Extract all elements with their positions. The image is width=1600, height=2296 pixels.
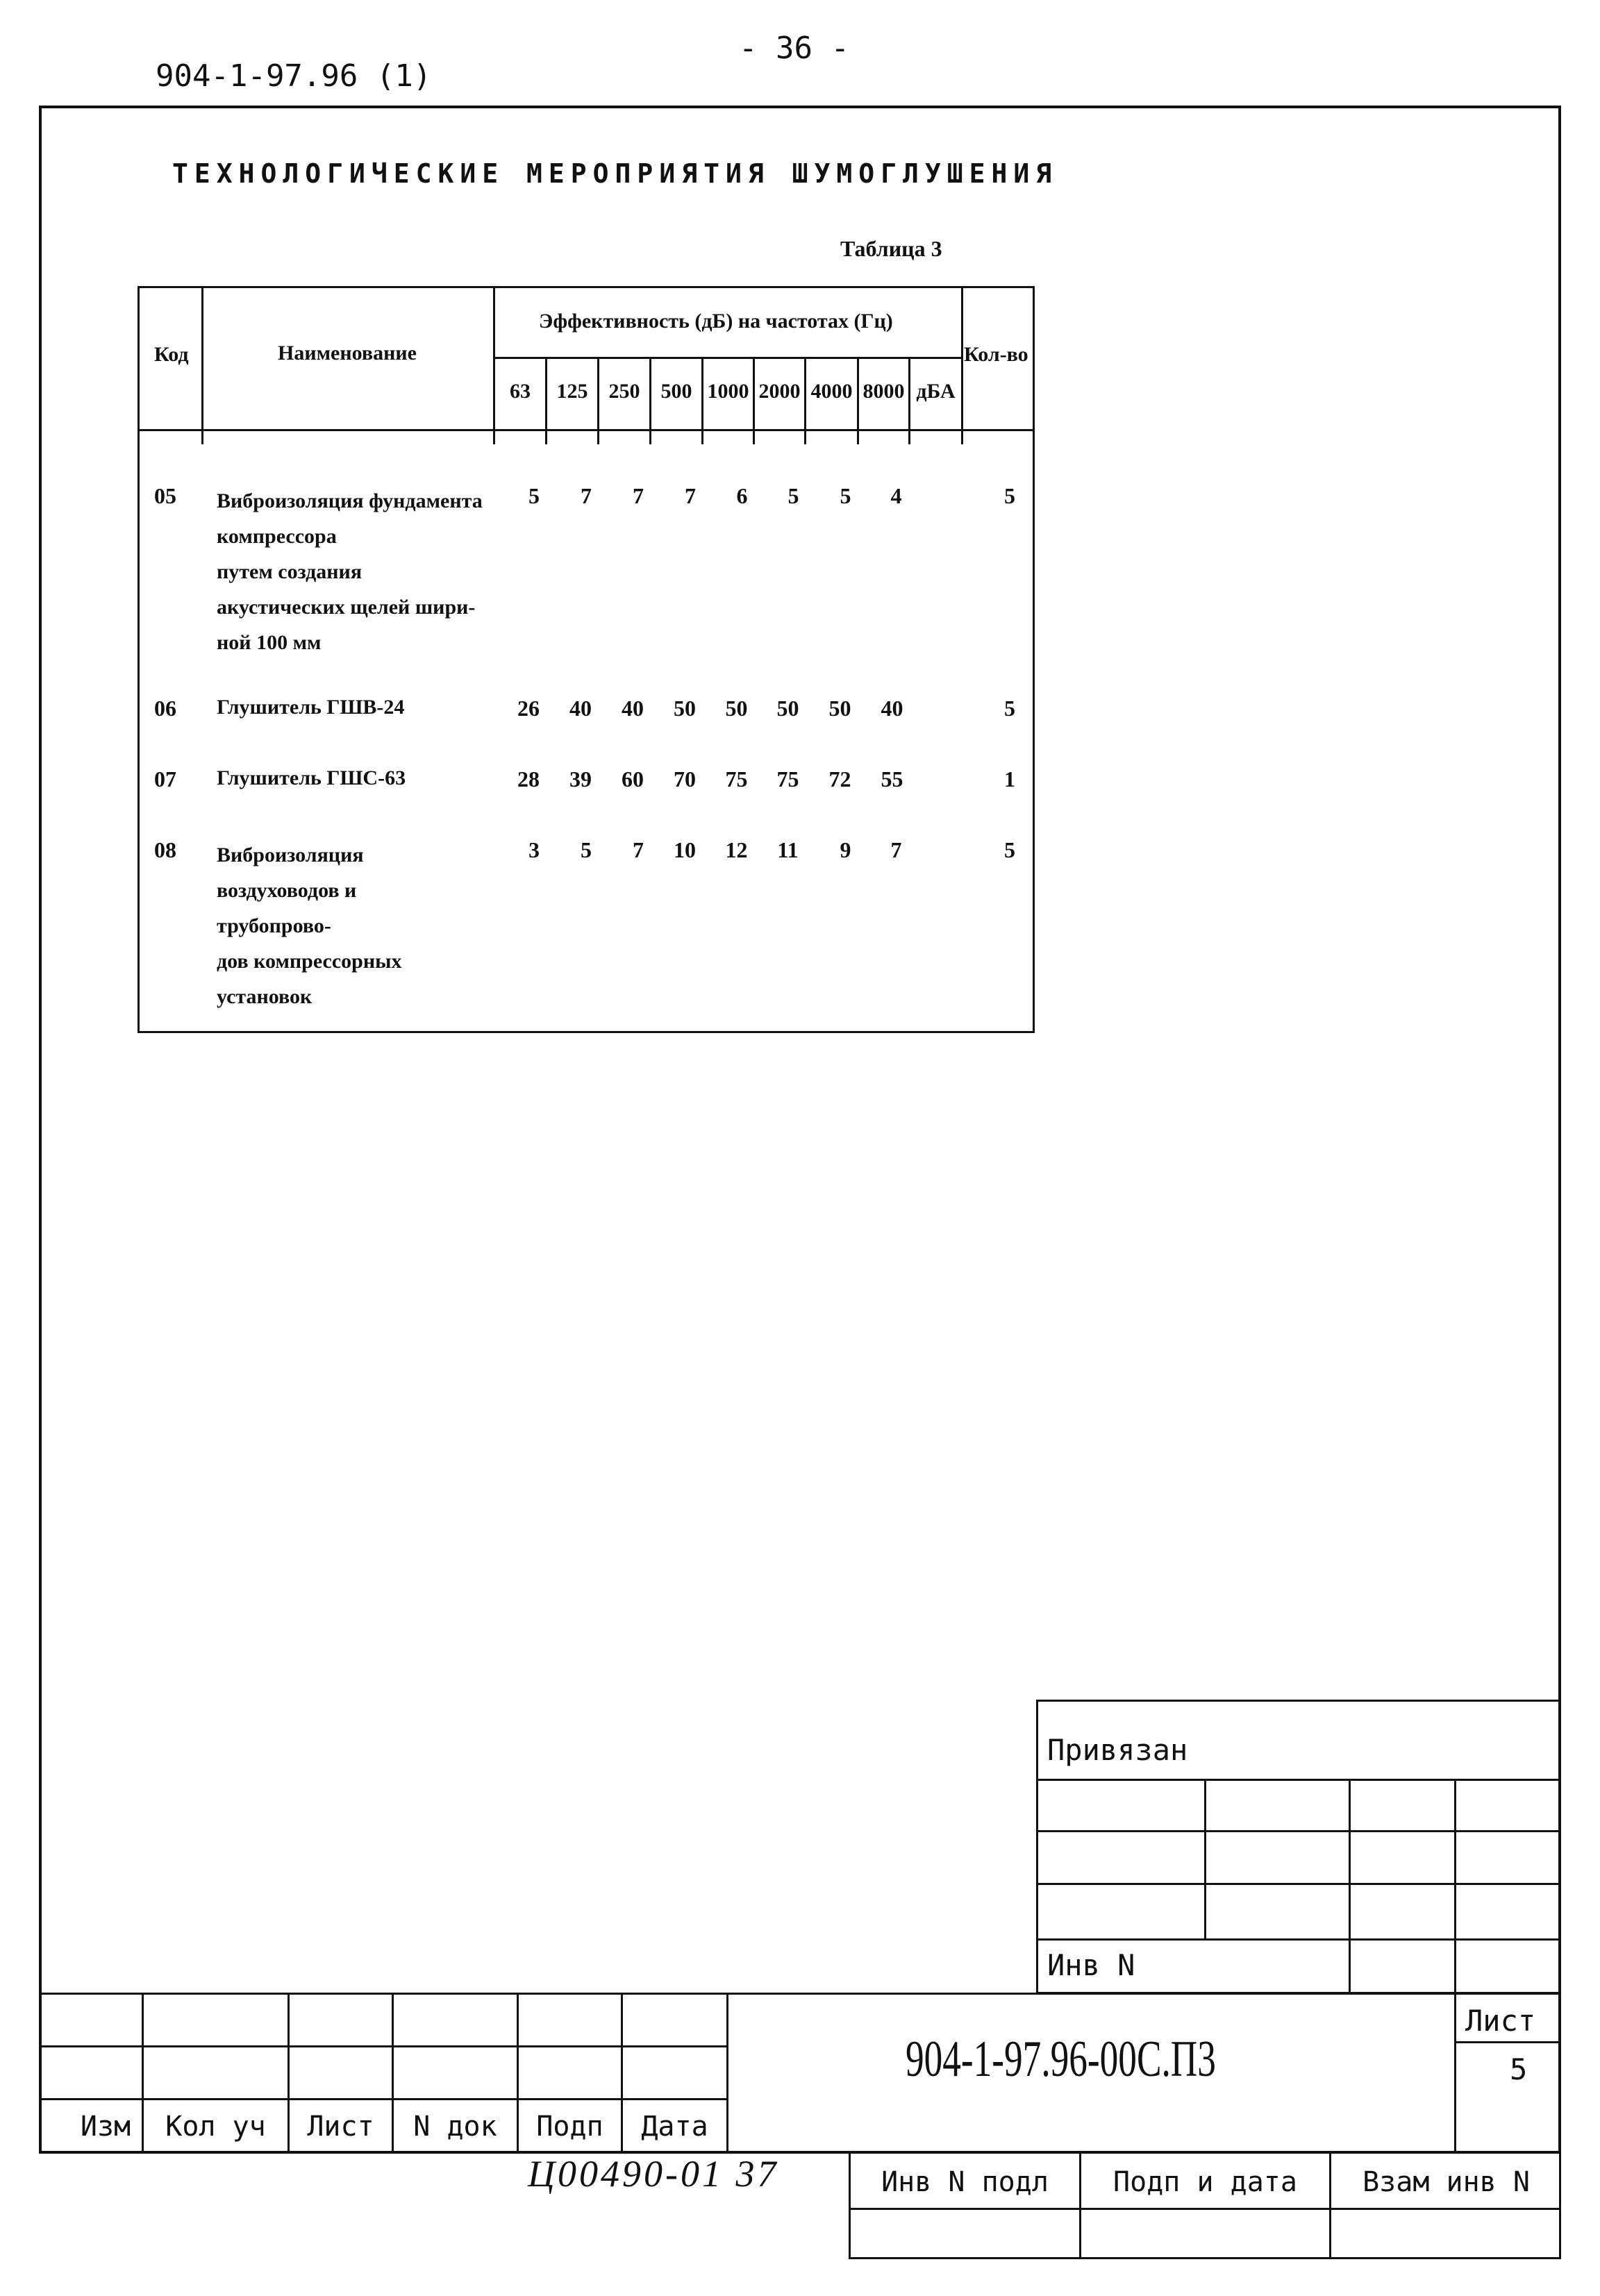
row-name-line: дов компрессорных	[217, 950, 402, 973]
col-kol-uch: Кол уч	[165, 2111, 266, 2143]
freq-header: 1000	[707, 380, 749, 403]
archive-rule	[849, 2208, 1561, 2210]
row-value: 5	[840, 483, 851, 508]
row-name-line: установок	[217, 985, 312, 1008]
row-code: 07	[154, 766, 176, 791]
row-value: 50	[674, 696, 696, 721]
sheet-rule	[1454, 2041, 1561, 2043]
stamp-vrule	[1454, 1779, 1456, 1994]
row-value: 4	[890, 483, 902, 508]
row-value: 9	[840, 837, 851, 862]
col-izm: Изм	[80, 2111, 131, 2143]
row-value: 39	[569, 766, 592, 791]
col-effect-header: Эффективность (дБ) на частотах (Гц)	[539, 310, 893, 333]
row-value: 40	[569, 696, 592, 721]
row-name-line: Виброизоляция фундамента	[217, 489, 483, 512]
row-name-line: путем создания	[217, 560, 362, 583]
row-value: 11	[777, 837, 799, 862]
row-name	[217, 483, 483, 660]
row-value: 40	[881, 696, 903, 721]
row-name-line: акустических щелей шири-	[217, 596, 476, 619]
titleblock-top-rule	[39, 1993, 1561, 1995]
row-name-line: воздуховодов и	[217, 879, 357, 902]
handwritten-number: Ц00490-01 37	[528, 2153, 779, 2195]
row-value: 7	[685, 483, 696, 508]
privyazan-label: Привязан	[1047, 1733, 1188, 1767]
row-name	[217, 766, 406, 790]
freq-header: 125	[556, 380, 588, 403]
table-caption: Таблица 3	[840, 236, 942, 261]
sheet-label: Лист	[1465, 2004, 1536, 2038]
row-name-line: ной 100 мм	[217, 631, 322, 654]
row-value: 12	[725, 837, 748, 862]
freq-header: 4000	[810, 380, 853, 403]
stamp-rule	[1036, 1938, 1561, 1941]
row-value: 60	[622, 766, 644, 791]
row-value: 7	[581, 483, 592, 508]
col-vzam-inv-n: Взам инв N	[1362, 2166, 1530, 2198]
row-name	[217, 696, 404, 719]
page-number: - 36 -	[739, 31, 849, 66]
row-code: 06	[154, 696, 176, 721]
row-value: 5	[788, 483, 799, 508]
row-value: 50	[776, 696, 799, 721]
sheet-value: 5	[1510, 2052, 1528, 2086]
row-value: 28	[517, 766, 540, 791]
col-code-header: Код	[154, 343, 189, 366]
freq-header: 250	[608, 380, 640, 403]
col-podp: Подп	[536, 2111, 603, 2143]
col-list: Лист	[307, 2111, 374, 2143]
section-title: ТЕХНОЛОГИЧЕСКИЕ МЕРОПРИЯТИЯ ШУМОГЛУШЕНИЯ	[172, 158, 1058, 189]
titleblock-vrule	[1454, 1993, 1456, 2154]
table-vrule	[961, 286, 963, 444]
col-n-dok: N док	[413, 2111, 497, 2143]
titleblock-vrule	[726, 1993, 728, 2154]
row-value: 26	[517, 696, 540, 721]
col-qty-header: Кол-во	[964, 343, 1028, 366]
row-value: 72	[828, 766, 851, 791]
stamp-rule	[1036, 1830, 1561, 1832]
freq-header: дБА	[916, 380, 956, 403]
row-code: 05	[154, 483, 176, 508]
table-header-rule	[138, 429, 1035, 431]
col-inv-n-podl: Инв N подл	[881, 2166, 1049, 2198]
row-value: 55	[881, 766, 903, 791]
freq-header: 2000	[758, 380, 801, 403]
freq-header: 8000	[862, 380, 905, 403]
row-qty: 1	[1004, 766, 1015, 791]
freq-header: 500	[660, 380, 692, 403]
row-value: 5	[581, 837, 592, 862]
row-value: 7	[890, 837, 902, 862]
row-value: 40	[622, 696, 644, 721]
row-name-line: Глушитель ГШС-63	[217, 766, 406, 789]
col-name-header: Наименование	[278, 342, 417, 364]
row-qty: 5	[1004, 837, 1015, 862]
stamp-rule	[1036, 1779, 1561, 1781]
row-value: 50	[828, 696, 851, 721]
doc-code: 904-1-97.96 (1)	[156, 58, 432, 94]
col-podp-i-data: Подп и дата	[1113, 2166, 1297, 2198]
inv-n-label: Инв N	[1047, 1948, 1135, 1982]
row-code: 08	[154, 837, 176, 862]
table-vrule	[201, 286, 203, 444]
row-name-line: Виброизоляция	[217, 844, 364, 866]
row-value: 75	[776, 766, 799, 791]
row-value: 3	[528, 837, 540, 862]
row-qty: 5	[1004, 696, 1015, 721]
row-name-line: компрессора	[217, 525, 337, 548]
row-value: 7	[633, 837, 644, 862]
row-value: 6	[736, 483, 748, 508]
row-value: 75	[725, 766, 748, 791]
row-qty: 5	[1004, 483, 1015, 508]
table-subheader-rule	[493, 357, 961, 359]
row-value: 5	[528, 483, 540, 508]
designation: 904-1-97.96-00С.П3	[906, 2031, 1216, 2088]
row-value: 50	[725, 696, 748, 721]
row-name-line: трубопрово-	[217, 914, 331, 937]
stamp-vrule	[1349, 1779, 1351, 1994]
freq-header: 63	[510, 380, 531, 403]
stamp-vrule	[1204, 1779, 1206, 1938]
row-name-line: Глушитель ГШВ-24	[217, 696, 405, 719]
row-name	[217, 837, 402, 1014]
row-value: 7	[633, 483, 644, 508]
row-value: 70	[674, 766, 696, 791]
table-vrule	[493, 286, 495, 444]
stamp-rule	[1036, 1883, 1561, 1885]
col-data: Дата	[641, 2111, 708, 2143]
row-value: 10	[674, 837, 696, 862]
